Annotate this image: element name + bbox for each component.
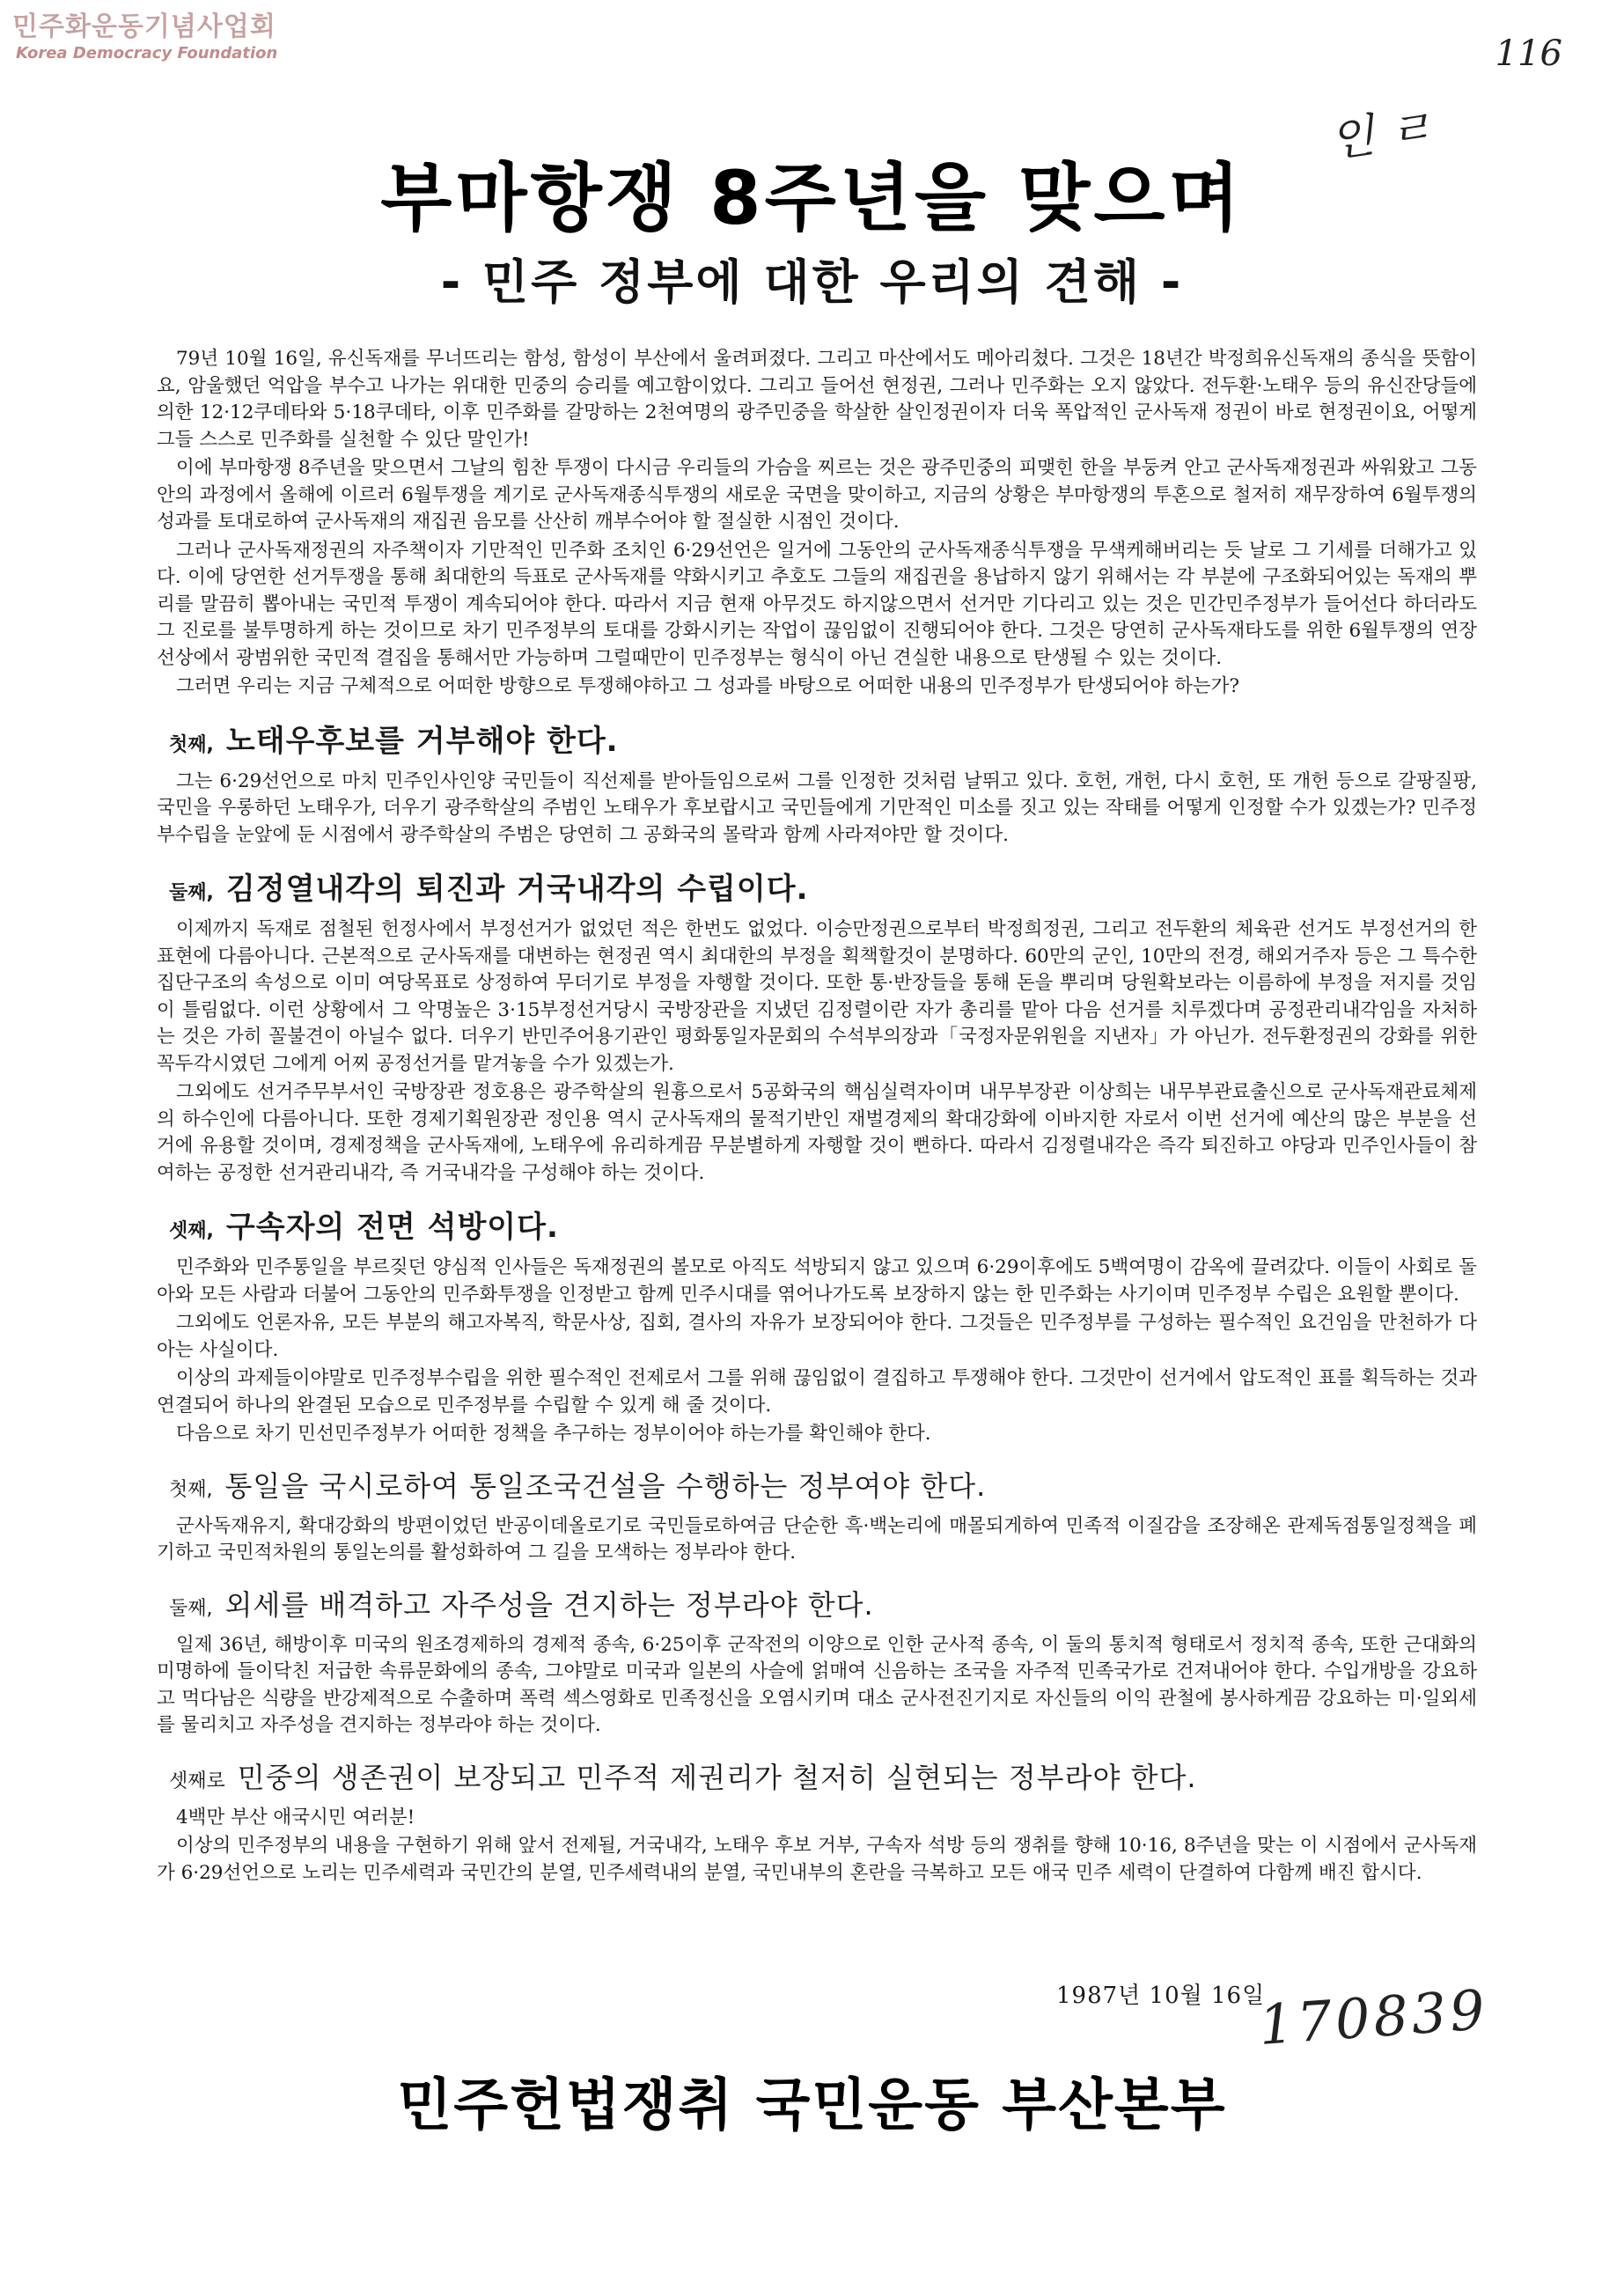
policy-paragraph: 일제 36년, 해방이후 미국의 원조경제하의 경제적 종속, 6·25이후 군작전의 이양으로 인한 군사적 종속, 이 둘의 통치적 형태로서 정치적 종속, 또한 근대화의 미명하에 들이닥친 저급한 속류문화에의 종속, 그야말로 미국과 일본의 사슬에 얽매여 신음하는 조국을 자주적 민족국가로 건져내어야 한다. 수입개방을 강요하고 먹다남은 식량을 반강제적으로 수출하며 폭력 섹스영화로 민족정신을 오염시키며 대소 군사전진기지로 자신들의 이익 관철에 봉사하게끔 강요하는 미·일외세를 물리치고 자주성을 견지하는 정부라야 하는 것이다. <box>157 1633 1477 1736</box>
demand-number: 셋째, <box>169 1220 214 1242</box>
issuing-organization: 민주헌법쟁취 국민운동 부산본부 <box>397 2073 1227 2138</box>
demand-paragraph: 민주화와 민주통일을 부르짖던 양심적 인사들은 독재정권의 볼모로 아직도 석방되지 않고 있으며 6·29이후에도 5백여명이 감옥에 끌려갔다. 이들이 사회로 돌아와 모든 사람과 더불어 그동안의 민주화투쟁을 인정받고 함께 민주시대를 엮어나가도록 보장하지 않는 한 민주화는 사기이며 민주정부 수립은 요원할 뿐이다. <box>157 1256 1477 1306</box>
policy-heading-text: 통일을 국시로하여 통일조국건설을 수행하는 정부여야 한다. <box>224 1468 987 1503</box>
policy-number: 첫째, <box>169 1478 213 1501</box>
policy-paragraph: 군사독재유지, 확대강화의 방편이었던 반공이데올로기로 국민들로하여금 단순한 흑·백논리에 매몰되게하여 민족적 이질감을 조장해온 관제독점통일정책을 폐기하고 국민적차원의 통일논의를 활성화하여 그 길을 모색하는 정부라야 한다. <box>157 1514 1477 1564</box>
demand-heading <box>157 717 1477 760</box>
policy-number: 셋째로 <box>169 1770 225 1792</box>
document-body <box>157 346 1477 1888</box>
intro-paragraph: 79년 10월 16일, 유신독재를 무너뜨리는 함성, 함성이 부산에서 울려퍼졌다. 그리고 마산에서도 메아리쳤다. 그것은 18년간 박정희유신독재의 종식을 뜻함이요, 암울했던 억압을 부수고 나가는 위대한 민중의 승리를 예고함이었다. 그리고 들어선 현정권, 그러나 민주화는 오지 않았다. 전두환·노태우 등의 유신잔당들에 의한 12·12쿠데타와 5·18쿠데타, 이후 민주화를 갈망하는 2천여명의 광주민중을 학살한 살인정권이자 더욱 폭압적인 군사독재 정권이 바로 현정권이요, 어떻게 그들 스스로 민주화를 실천할 수 있단 말인가! <box>157 348 1477 451</box>
demand-heading <box>157 865 1477 908</box>
watermark <box>12 11 277 63</box>
watermark-english: Korea Democracy Foundation <box>16 44 278 63</box>
document-date: 1987년 10월 16일 <box>1056 1983 1266 2009</box>
policy-heading-text: 외세를 배격하고 자주성을 견지하는 정부라야 한다. <box>224 1587 874 1622</box>
policy-number: 둘째, <box>169 1597 213 1620</box>
intro-paragraph: 그러면 우리는 지금 구체적으로 어떠한 방향으로 투쟁해야하고 그 성과를 바탕으로 어떠한 내용의 민주정부가 탄생되어야 하는가? <box>176 675 1239 697</box>
demand-heading-text: 노태우후보를 거부해야 한다. <box>225 723 619 759</box>
handwritten-archive-number: 170839 <box>1256 1976 1490 2058</box>
demand-heading-text: 김정열내각의 퇴진과 거국내각의 수립이다. <box>225 872 809 907</box>
watermark-korean: 민주화운동기념사업회 <box>12 11 276 42</box>
demand-paragraph: 이제까지 독재로 점철된 헌정사에서 부정선거가 없었던 적은 한번도 없었다. 이승만정권으로부터 박정희정권, 그리고 전두환의 체육관 선거도 부정선거의 한 표현에 다름아니다. 근본적으로 군사독재를 대변하는 현정권 역시 최대한의 부정을 획책할것이 분명하다. 60만의 군인, 10만의 전경, 해외거주자 등은 그 특수한 집단구조의 속성으로 이미 여당목표로 상정하여 무더기로 부정을 자행할 것이다. 또한 통·반장들을 통해 돈을 뿌리며 당원확보라는 이름하에 부정을 저지를 것임이 틀림없다. 이런 상황에서 그 악명높은 3·15부정선거당시 국방장관을 지냈던 김정렬이란 자가 총리를 맡아 다음 선거를 치루겠다며 공정관리내각임을 자처하는 것은 가히 꼴불견이 아닐수 없다. 더우기 반민주어용기관인 평화통일자문회의 수석부의장과「국정자문위원을 지낸자」가 아닌가. 전두환정권의 강화를 위한 꼭두각시였던 그에게 어찌 공정선거를 맡겨놓을 수가 있겠는가. <box>157 918 1477 1075</box>
demand-paragraph: 그외에도 선거주무부서인 국방장관 정호용은 광주학살의 원흉으로서 5공화국의 핵심실력자이며 내무부장관 이상희는 내무부관료출신으로 군사독재관료체제의 하수인에 다름아니다. 또한 경제기획원장관 정인용 역시 군사독재의 물적기반인 재벌경제의 확대강화에 이바지한 자로서 이번 선거에 예산의 많은 부분을 선거에 유용할 것이며, 경제정책을 군사독재에, 노태우에 유리하게끔 무분별하게 자행할 것이 뻔하다. 따라서 김정렬내각은 즉각 퇴진하고 야당과 민주인사들이 참여하는 공정한 선거관리내각, 즉 거국내각을 구성해야 하는 것이다. <box>157 1081 1477 1184</box>
demand-number: 첫째, <box>169 733 214 756</box>
closing-salutation: 4백만 부산 애국시민 여러분! <box>176 1806 415 1829</box>
handwritten-page-number: 116 <box>1495 33 1562 74</box>
document-title: 부마항쟁 8주년을 맞으며 <box>380 155 1244 241</box>
demand-paragraph: 그외에도 언론자유, 모든 부분의 해고자복직, 학문사상, 집회, 결사의 자유가 보장되어야 한다. 그것들은 민주정부를 구성하는 필수적인 요건임을 만천하가 다 아는 사실이다. <box>157 1312 1477 1361</box>
policy-heading <box>157 1755 1477 1796</box>
demand-paragraph: 이상의 과제들이야말로 민주정부수립을 위한 필수적인 전제로서 그를 위해 끊임없이 결집하고 투쟁해야 한다. 그것만이 선거에서 압도적인 표를 획득하는 것과 연결되어 하나의 완결된 모습으로 민주정부를 수립할 수 있게 해 줄 것이다. <box>157 1367 1477 1417</box>
demand-paragraph: 다음으로 차기 민선민주정부가 어떠한 정책을 추구하는 정부이어야 하는가를 확인해야 한다. <box>176 1423 931 1445</box>
intro-paragraph: 이에 부마항쟁 8주년을 맞으면서 그날의 힘찬 투쟁이 다시금 우리들의 가슴을 찌르는 것은 광주민중의 피맺힌 한을 부둥켜 안고 군사독재정권과 싸워왔고 그동안의 과정에서 올해에 이르러 6월투쟁을 계기로 군사독재종식투쟁의 새로운 국면을 맞이하고, 지금의 상황은 부마항쟁의 투혼으로 철저히 재무장하여 6월투쟁의 성과를 토대로하여 군사독재의 재집권 음모를 산산히 깨부수어야 할 절실한 시점인 것이다. <box>157 457 1477 533</box>
policy-heading <box>157 1464 1477 1505</box>
demand-number: 둘째, <box>169 882 214 904</box>
demand-heading-text: 구속자의 전면 석방이다. <box>225 1210 559 1245</box>
document-subtitle: - 민주 정부에 대한 우리의 견해 - <box>440 254 1184 310</box>
closing-paragraph: 이상의 민주정부의 내용을 구현하기 위해 앞서 전제될, 거국내각, 노태우 후보 거부, 구속자 석방 등의 쟁취를 향해 10·16, 8주년을 맞는 이 시점에서 군사독재가 6·29선언으로 노리는 민주세력과 국민간의 분열, 민주세력내의 분열, 국민내부의 혼란을 극복하고 모든 애국 민주 세력이 단결하여 다함께 배진 합시다. <box>157 1835 1477 1884</box>
intro-paragraph: 그러나 군사독재정권의 자주책이자 기만적인 민주화 조치인 6·29선언은 일거에 그동안의 군사독재종식투쟁을 무색케해버리는 듯 날로 그 기세를 더해가고 있다. 이에 당연한 선거투쟁을 통해 최대한의 득표로 군사독재를 약화시키고 추호도 그들의 재집권을 용납하지 않기 위해서는 각 부분에 구조화되어있는 독재의 뿌리를 말끔히 뽑아내는 국민적 투쟁이 계속되어야 한다. 따라서 지금 현재 아무것도 하지않으면서 선거만 기다리고 있는 것은 민간민주정부가 들어선다 하더라도 그 진로를 불투명하게 하는 것이므로 차기 민주정부의 토대를 강화시키는 작업이 끊임없이 진행되어야 한다. 그것은 당연히 군사독재타도를 위한 6월투쟁의 연장선상에서 광범위한 국민적 결집을 통해서만 가능하며 그럴때만이 민주정부는 형식이 아닌 견실한 내용으로 탄생될 수 있는 것이다. <box>157 539 1477 669</box>
demand-paragraph: 그는 6·29선언으로 마치 민주인사인양 국민들이 직선제를 받아들임으로써 그를 인정한 것처럼 날뛰고 있다. 호헌, 개헌, 다시 호헌, 또 개헌 등으로 갈팡질팡, 국민을 우롱하던 노태우가, 더우기 광주학살의 주범인 노태우가 후보랍시고 국민들에게 기만적인 미소를 짓고 있는 작태를 어떻게 인정할 수가 있겠는가? 민주정부수립을 눈앞에 둔 시점에서 광주학살의 주범은 당연히 그 공화국의 몰락과 함께 사라져야만 할 것이다. <box>157 769 1477 846</box>
policy-heading-text: 민중의 생존권이 보장되고 민주적 제권리가 철저히 실현되는 정부라야 한다. <box>237 1760 1197 1794</box>
handwritten-mark: 인 ㄹ <box>1326 101 1437 168</box>
policy-heading <box>157 1583 1477 1623</box>
demand-heading <box>157 1203 1477 1246</box>
